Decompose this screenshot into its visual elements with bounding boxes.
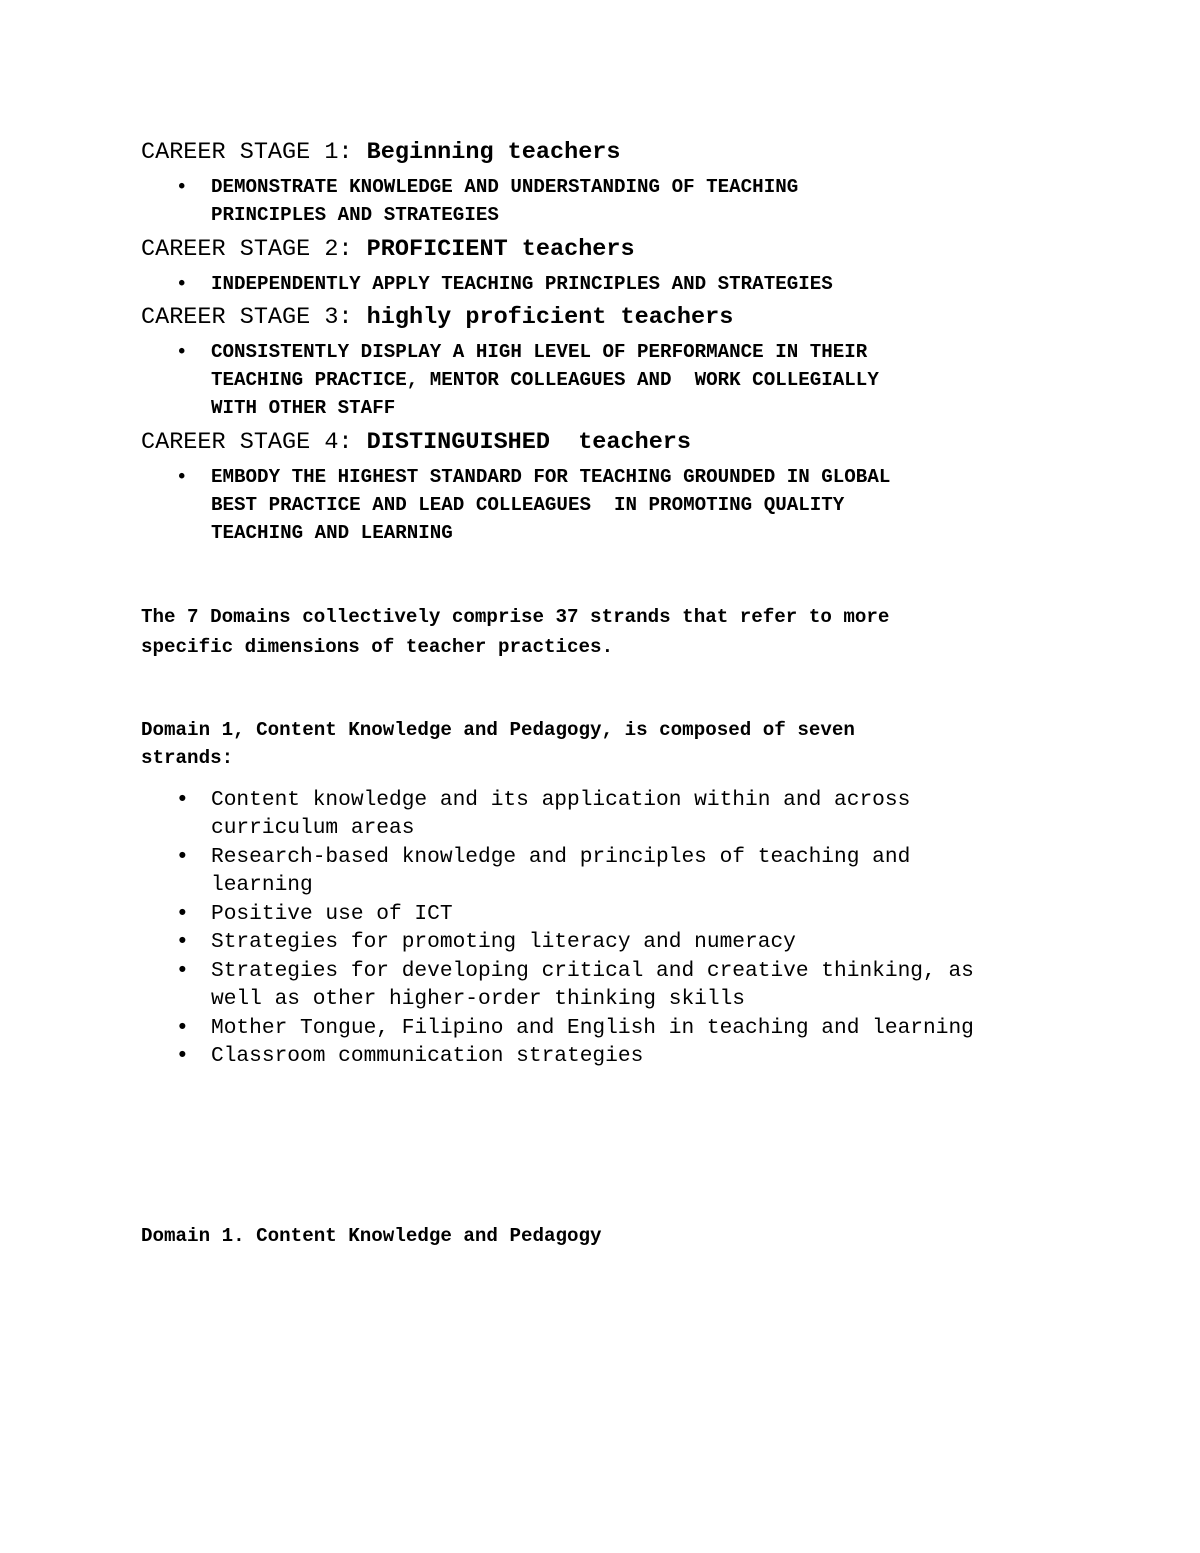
list-item: [141, 786, 1081, 843]
career-stage-description: INDEPENDENTLY APPLY TEACHING PRINCIPLES AND STRATEGIES: [211, 272, 833, 295]
list-item: [141, 843, 1081, 900]
bullet-icon: •: [176, 272, 188, 295]
domains-summary: The 7 Domains collectively comprise 37 strands that refer to more specific dimensions of teacher practices.: [141, 605, 890, 658]
bullet-icon: •: [176, 958, 189, 983]
career-stage-label: CAREER STAGE 1:: [141, 139, 353, 166]
list-item: [141, 463, 1081, 548]
bullet-icon: •: [176, 340, 188, 363]
bullet-icon: •: [176, 465, 188, 488]
career-stage-label: CAREER STAGE 3:: [141, 303, 353, 331]
career-stage-4-list: [141, 463, 1081, 548]
strand-text: Strategies for promoting literacy and numeracy: [211, 930, 796, 955]
list-item: [141, 928, 1081, 957]
career-stage-1-heading: [141, 138, 1081, 168]
career-stage-3-list: [141, 338, 1081, 423]
bullet-icon: •: [176, 1044, 189, 1069]
career-stage-1-list: [141, 173, 1081, 230]
bullet-icon: •: [176, 176, 188, 198]
domain1-intro: Domain 1, Content Knowledge and Pedagogy, is composed of seven strands:: [141, 718, 855, 770]
document-page: [141, 138, 1081, 1251]
career-stage-label: CAREER STAGE 4:: [141, 428, 353, 456]
bullet-icon: •: [176, 1015, 189, 1040]
bullet-icon: •: [176, 901, 189, 926]
domain1-strand-list: [141, 786, 1081, 1071]
strand-text: Positive use of ICT: [211, 901, 453, 926]
strand-text: Classroom communication strategies: [211, 1044, 644, 1069]
strand-text: Research-based knowledge and principles of teaching and learning: [211, 844, 911, 898]
bullet-icon: •: [176, 787, 189, 812]
bullet-icon: •: [176, 930, 189, 955]
career-stage-name: Beginning teachers: [366, 139, 621, 166]
list-item: [141, 900, 1081, 929]
career-stage-label: CAREER STAGE 2:: [141, 235, 353, 263]
strand-text: Mother Tongue, Filipino and English in teaching and learning: [211, 1015, 974, 1040]
list-item: [141, 1042, 1081, 1071]
list-item: [141, 173, 1081, 230]
career-stage-name: PROFICIENT teachers: [366, 235, 635, 263]
domain1-heading: Domain 1. Content Knowledge and Pedagogy: [141, 1224, 602, 1247]
list-item: [141, 1014, 1081, 1043]
career-stage-4-heading: [141, 428, 1081, 458]
career-stage-name: DISTINGUISHED teachers: [366, 428, 692, 456]
list-item: [141, 270, 1081, 298]
bullet-icon: •: [176, 844, 189, 869]
list-item: [141, 957, 1081, 1014]
career-stage-3-heading: [141, 303, 1081, 333]
career-stage-description: EMBODY THE HIGHEST STANDARD FOR TEACHING GROUNDED IN GLOBAL BEST PRACTICE AND LEAD COLLEAGUES IN PROMOTING QUALITY TEACHING AND LEARNING: [211, 465, 891, 545]
career-stage-name: highly proficient teachers: [366, 303, 734, 331]
strand-text: Content knowledge and its application within and across curriculum areas: [211, 787, 911, 841]
career-stage-description: DEMONSTRATE KNOWLEDGE AND UNDERSTANDING OF TEACHING PRINCIPLES AND STRATEGIES: [211, 176, 799, 227]
career-stage-description: CONSISTENTLY DISPLAY A HIGH LEVEL OF PERFORMANCE IN THEIR TEACHING PRACTICE, MENTOR COLLEAGUES AND WORK COLLEGIALLY WITH OTHER STAFF: [211, 340, 879, 420]
list-item: [141, 338, 1081, 423]
strand-text: Strategies for developing critical and creative thinking, as well as other higher-order thinking skills: [211, 958, 974, 1012]
career-stage-2-heading: [141, 235, 1081, 265]
career-stage-2-list: [141, 270, 1081, 298]
